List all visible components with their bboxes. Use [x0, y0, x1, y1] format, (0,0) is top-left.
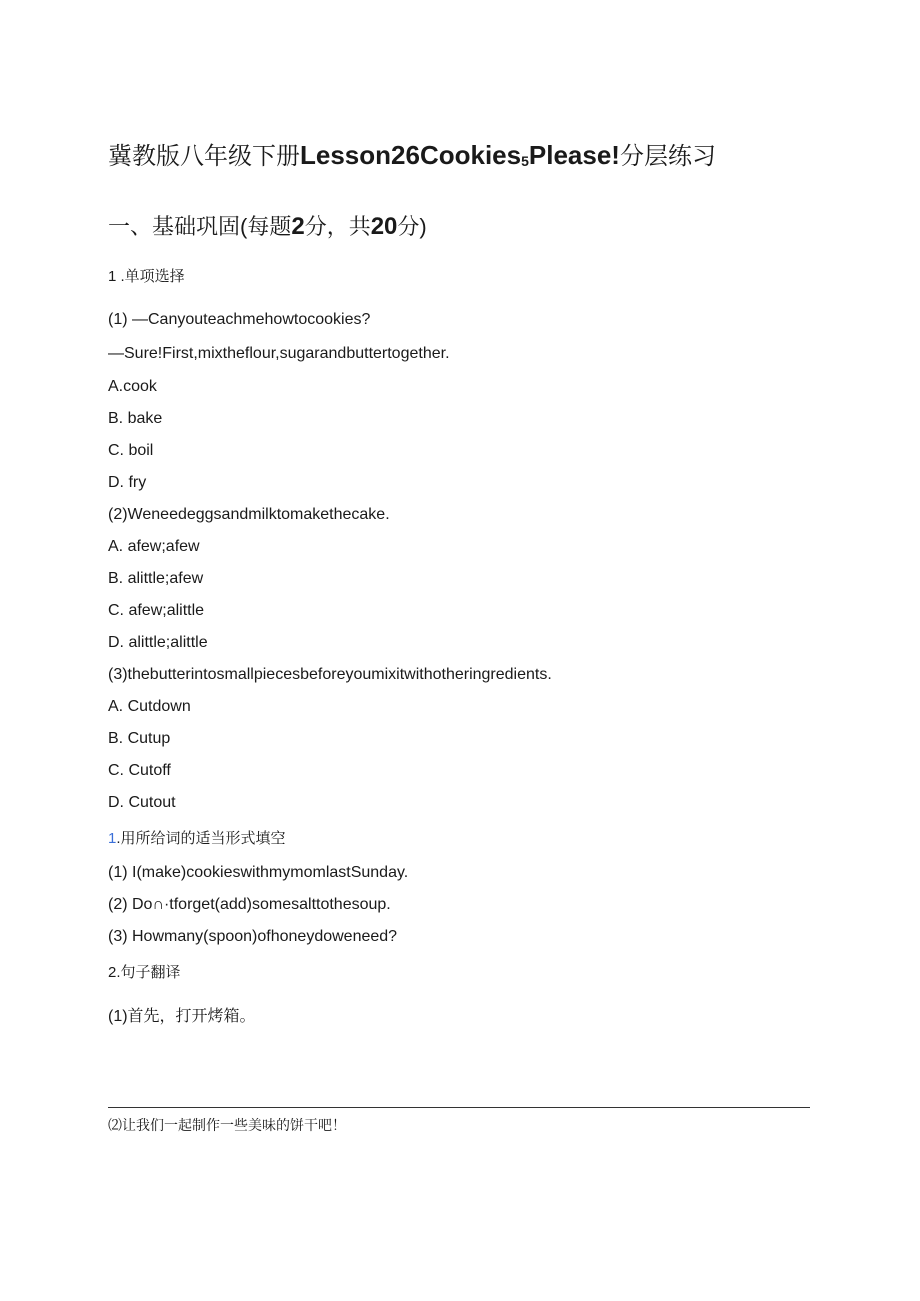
title-cn-prefix: 冀教版八年级下册 [108, 143, 300, 170]
title-lesson: Lesson26Cookies [300, 140, 522, 170]
option-a: A. afew;afew [108, 538, 200, 555]
section-heading-suffix: 分) [397, 214, 427, 239]
option-b: B. Cutup [108, 730, 171, 747]
section-heading-prefix: 一、基础巩固(每题 [108, 214, 292, 239]
fill-item: (2) Do∩·tforget(add)somesalttothesoup. [108, 896, 391, 913]
part-number: 1 [108, 830, 117, 847]
title-subscript: 5 [521, 153, 529, 169]
section-heading [108, 212, 427, 242]
fill-item: (1) I(make)cookieswithmymomlastSunday. [108, 864, 409, 881]
option-b: B. bake [108, 410, 163, 427]
page-divider [108, 1107, 810, 1108]
part-heading-translation: 2.句子翻译 [108, 964, 181, 981]
document-title [108, 140, 716, 176]
question-stem: (1) —Canyouteachmehowtocookies? [108, 311, 371, 328]
part-heading-single-choice: 1 .单项选择 [108, 268, 185, 285]
translate-item: (1)首先，打开烤箱。 [108, 1008, 256, 1025]
option-a: A. Cutdown [108, 698, 191, 715]
section-points-total: 20 [370, 213, 398, 240]
option-c: C. Cutoff [108, 762, 171, 779]
part-heading-fill-in [108, 829, 286, 849]
translate-item: ⑵让我们一起制作一些美味的饼干吧！ [108, 1117, 346, 1133]
question-reply: —Sure!First,mixtheflour,sugarandbuttertogether. [108, 345, 450, 362]
section-points-each: 2 [291, 213, 305, 240]
option-c: C. afew;alittle [108, 602, 205, 619]
option-d: D. Cutout [108, 794, 176, 811]
section-heading-mid: 分，共 [304, 214, 371, 239]
question-stem: (2)Weneedeggsandmilktomakethecake. [108, 506, 390, 523]
option-c: C. boil [108, 442, 154, 459]
option-b: B. alittle;afew [108, 570, 204, 587]
question-stem: (3)thebutterintosmallpiecesbeforeyoumixitwithotheringredients. [108, 666, 552, 683]
option-d: D. fry [108, 474, 147, 491]
title-please: Please! [528, 140, 620, 170]
option-d: D. alittle;alittle [108, 634, 208, 651]
part-heading-text: .用所给词的适当形式填空 [116, 830, 286, 847]
title-cn-suffix: 分层练习 [619, 143, 716, 170]
option-a: A.cook [108, 378, 157, 395]
fill-item: (3) Howmany(spoon)ofhoneydoweneed? [108, 928, 398, 945]
